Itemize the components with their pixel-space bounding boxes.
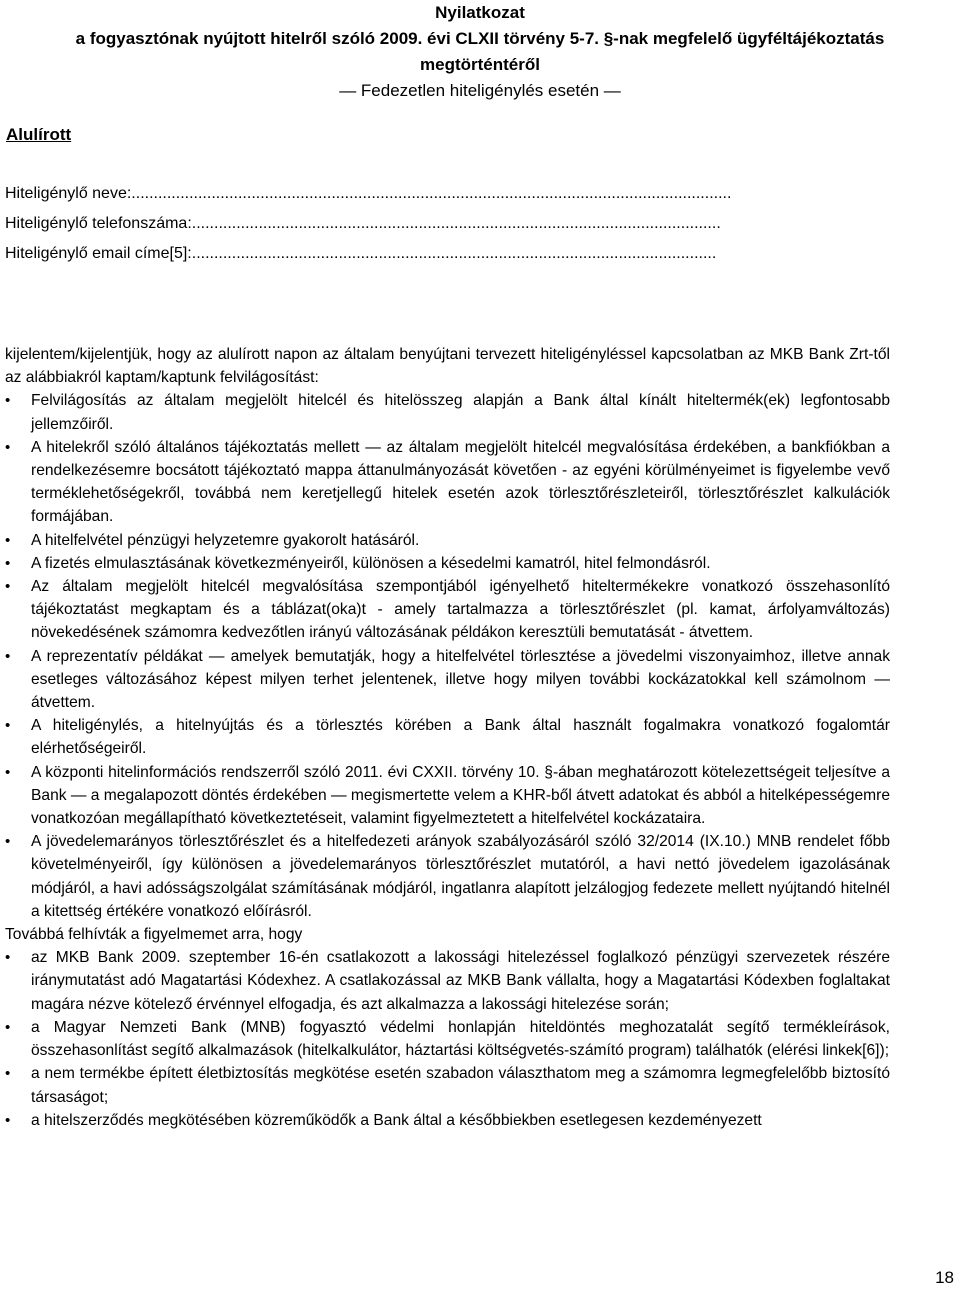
list-item: • A központi hitelinformációs rendszerről szóló 2011. évi CXXII. törvény 10. §-ában meghatározott kötelezettségeit teljesítve a Bank ― a megalapozott döntés érdekében ― megismertette velem a KHR-ből átvett adatokat és abból a hitelképességemre vonatkozóan megállapítható következtetéseit, valamint figyelmeztetett a hitelfelvétel kockázataira. <box>5 761 890 831</box>
applicant-email-field: Hiteligénylő email címe[5]:...................................................................................................................... <box>5 245 717 262</box>
document-title-line-3: megtörténtéről <box>420 55 540 74</box>
document-header <box>0 0 960 104</box>
information-list <box>5 389 890 923</box>
undersigned-label: Alulírott <box>6 125 72 144</box>
list-item: • A fizetés elmulasztásának következményeiről, különösen a késedelmi kamatról, hitel felmondásról. <box>5 552 890 575</box>
list-item: • A reprezentatív példákat ― amelyek bemutatják, hogy a hitelfelvétel törlesztése a jövedelmi viszonyaimhoz, illetve annak esetleges változásához képest milyen terhet jelentenek, illetve hogy milyen további kockázatokkal kell számolnom ― átvettem. <box>5 645 890 715</box>
list-item: • Az általam megjelölt hitelcél megvalósítása szempontjából igényelhető hiteltermékekre vonatkozó összehasonlító tájékoztatást megkaptam és a táblázat(oka)t - amely tartalmazza a törlesztőrészlet (pl. kamat, árfolyamváltozás) növekedésének számomra kedvezőtlen irányú változásának példákon keresztüli bemutatását - átvettem. <box>5 575 890 645</box>
applicant-phone-field: Hiteligénylő telefonszáma:....................................................................................................................... <box>5 215 721 232</box>
intro-paragraph: kijelentem/kijelentjük, hogy az alulírott napon az általam benyújtani tervezett hiteligényléssel kapcsolatban az MKB Bank Zrt-től az alábbiakról kaptam/kaptunk felvilágosítást: <box>5 346 890 387</box>
list-item: • a Magyar Nemzeti Bank (MNB) fogyasztó védelmi honlapján hiteldöntés meghozatalát segítő termékleírások, összehasonlítást segítő alkalmazások (hitelkalkulátor, háztartási költségvetés-számító program) találhatók (elérési linkek[6]); <box>5 1016 890 1062</box>
further-list <box>5 946 890 1132</box>
list-item: • az MKB Bank 2009. szeptember 16-én csatlakozott a lakossági hitelezéssel foglalkozó pénzügyi szervezetek részére iránymutatást adó Magatartási Kódexhez. A csatlakozással az MKB Bank vállalta, hogy a Magatartási Kódexben foglaltakat magára nézve kötelező érvénnyel elfogadja, és azt alkalmazza a lakossági hitelezése során; <box>5 946 890 1016</box>
list-item: • Felvilágosítás az általam megjelölt hitelcél és hitelösszeg alapján a Bank által kínált hiteltermék(ek) legfontosabb jellemzőiről. <box>5 389 890 435</box>
document-title-line-2: a fogyasztónak nyújtott hitelről szóló 2009. évi CLXII törvény 5-7. §-nak megfelelő ügyféltájékoztatás <box>75 29 885 48</box>
document-subtitle: ― Fedezetlen hiteligénylés esetén ― <box>339 81 621 100</box>
list-item: • A hitelekről szóló általános tájékoztatás mellett ― az általam megjelölt hitelcél megvalósítása érdekében, a bankfiókban a rendelkezésemre bocsátott tájékoztató mappa áttanulmányozását követően - az egyéni körülményeimet is figyelembe vevő terméklehetőségekről, továbbá nem keretjellegű hitelek esetén azok törlesztőrészleteiről, törlesztőrészlet kalkulációk formájában. <box>5 436 890 529</box>
list-item: • a nem termékbe épített életbiztosítás megkötése esetén szabadon választhatom meg a számomra legmegfelelőbb biztosító társaságot; <box>5 1062 890 1108</box>
page-number: 18 <box>935 1268 954 1287</box>
list-item: • A jövedelemarányos törlesztőrészlet és a hitelfedezeti arányok szabályozásáról szóló 32/2014 (IX.10.) MNB rendelet főbb követelményeiről, így különösen a jövedelemarányos törlesztőrészlet mutatóról, a havi nettó jövedelem igazolásának módjáról, a havi adósságszolgálat számításának módjáról, ingatlanra alapított jelzálogjog fedezete mellett nyújtandó hitelnél a kitettség értékére vonatkozó előírásról. <box>5 830 890 923</box>
list-item: • A hiteligénylés, a hitelnyújtás és a törlesztés körében a Bank által használt fogalmakra vonatkozó fogalomtár elérhetőségeiről. <box>5 714 890 760</box>
document-title: Nyilatkozat <box>435 3 525 22</box>
list-item: • a hitelszerződés megkötésében közreműködők a Bank által a későbbiekben esetlegesen kezdeményezett <box>5 1109 890 1132</box>
applicant-name-field: Hiteligénylő neve:....................................................................................................................................... <box>5 185 732 202</box>
declaration-body <box>5 343 890 1132</box>
list-item: • A hitelfelvétel pénzügyi helyzetemre gyakorolt hatásáról. <box>5 529 890 552</box>
further-intro: Továbbá felhívták a figyelmemet arra, hogy <box>5 926 303 944</box>
